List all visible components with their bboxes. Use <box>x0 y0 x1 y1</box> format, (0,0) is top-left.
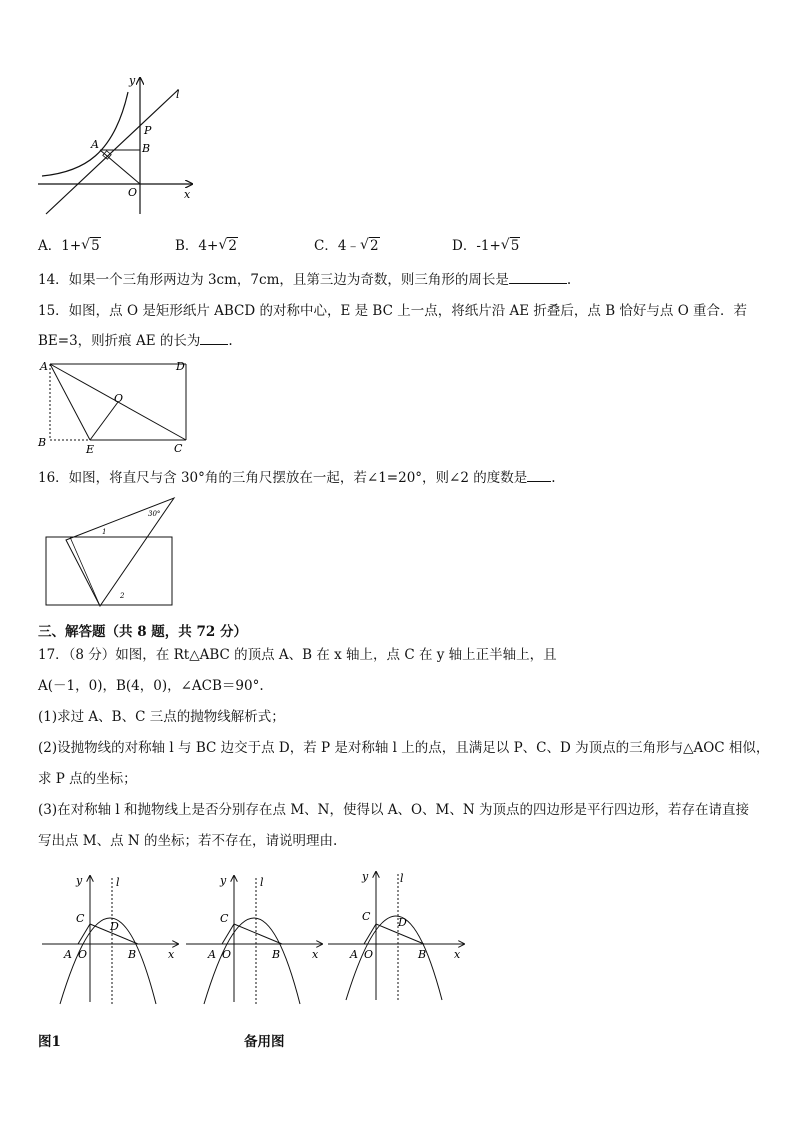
svg-text:y: y <box>76 874 83 887</box>
line-l <box>46 90 178 214</box>
question-15-line1: 15．如图，点 O 是矩形纸片 ABCD 的对称中心，E 是 BC 上一点，将纸片沿 AE 折叠后，点 B 恰好与点 O 重合．若 <box>38 303 748 319</box>
svg-text:y: y <box>362 870 369 883</box>
q17-figure-3 <box>324 866 472 1002</box>
svg-text:A: A <box>350 948 358 961</box>
svg-text:D: D <box>398 916 407 929</box>
svg-text:x: x <box>312 948 319 961</box>
svg-text:C: C <box>76 912 85 925</box>
svg-text:x: x <box>168 948 175 961</box>
question-17-part2-cont: 求 P 点的坐标； <box>38 771 137 787</box>
figure-caption-1: 图1 <box>38 1034 61 1050</box>
question-16: 16．如图，将直尺与含 30°角的三角尺摆放在一起，若∠1=20°，则∠2 的度数是 . <box>38 470 556 486</box>
question-17-line2: A(－1，0)，B(4，0)，∠ACB＝90°. <box>38 678 264 694</box>
svg-text:D: D <box>110 920 119 933</box>
svg-text:B: B <box>418 948 427 961</box>
option-a[interactable]: A．1+√ 5 <box>38 234 101 254</box>
svg-text:O: O <box>364 948 374 961</box>
svg-text:A: A <box>64 948 72 961</box>
label-l: l <box>176 88 180 101</box>
question-15-line2: BE=3，则折痕 AE 的长为 . <box>38 333 233 349</box>
answer-blank[interactable] <box>200 344 228 345</box>
q13-figure <box>34 72 204 222</box>
label-b: B <box>38 436 47 449</box>
option-d[interactable]: D．-1+√ 5 <box>452 234 520 254</box>
svg-text:x: x <box>454 948 461 961</box>
svg-text:l: l <box>400 872 404 885</box>
figure-caption-backup: 备用图 <box>244 1034 285 1050</box>
svg-text:C: C <box>362 910 371 923</box>
question-17-part1: (1)求过 A、B、C 三点的抛物线解析式； <box>38 709 285 725</box>
label-y: y <box>129 74 136 87</box>
label-o: O <box>128 186 138 199</box>
q17-figure-1 <box>38 872 186 1008</box>
label-1: 1 <box>102 528 107 536</box>
option-b[interactable]: B．4+√ 2 <box>175 234 238 254</box>
question-14: 14．如果一个三角形两边为 3cm，7cm，且第三边为奇数，则三角形的周长是 . <box>38 272 572 288</box>
svg-text:A: A <box>208 948 216 961</box>
label-o: O <box>114 392 124 405</box>
svg-text:l: l <box>260 876 264 889</box>
label-b: B <box>142 142 151 155</box>
answer-blank[interactable] <box>509 283 567 284</box>
q17-figure-2 <box>182 872 330 1008</box>
label-2: 2 <box>120 592 125 600</box>
label-a: A <box>40 360 48 373</box>
svg-text:O: O <box>222 948 232 961</box>
question-17-line1: 17．（8 分）如图，在 Rt△ABC 的顶点 A、B 在 x 轴上，点 C 在 y 轴上正半轴上，且 <box>38 647 557 663</box>
label-c: C <box>174 442 183 455</box>
svg-text:O: O <box>78 948 88 961</box>
option-c[interactable]: C．4﹣√ 2 <box>314 234 380 254</box>
answer-blank[interactable] <box>527 481 551 482</box>
svg-text:l: l <box>116 876 120 889</box>
svg-text:y: y <box>220 874 227 887</box>
label-p: P <box>144 124 152 137</box>
svg-text:B: B <box>272 948 281 961</box>
section-title: 三、解答题（共 8 题，共 72 分） <box>38 624 247 640</box>
ruler <box>46 537 172 605</box>
question-17-part2: (2)设抛物线的对称轴 l 与 BC 边交于点 D，若 P 是对称轴 l 上的点，且满足以 P、C、D 为顶点的三角形与△AOC 相似， <box>38 740 770 756</box>
svg-text:C: C <box>220 912 229 925</box>
question-17-part3: (3)在对称轴 l 和抛物线上是否分别存在点 M、N，使得以 A、O、M、N 为顶点的四边形是平行四边形，若存在请直接 <box>38 802 749 818</box>
label-e: E <box>86 443 95 456</box>
label-30: 30° <box>148 510 161 518</box>
label-x: x <box>184 188 191 201</box>
q16-figure <box>40 494 180 610</box>
q15-figure <box>34 356 194 456</box>
question-17-part3-cont: 写出点 M、点 N 的坐标；若不存在，请说明理由. <box>38 833 338 849</box>
svg-text:B: B <box>128 948 137 961</box>
label-d: D <box>176 360 185 373</box>
label-a: A <box>91 138 99 151</box>
